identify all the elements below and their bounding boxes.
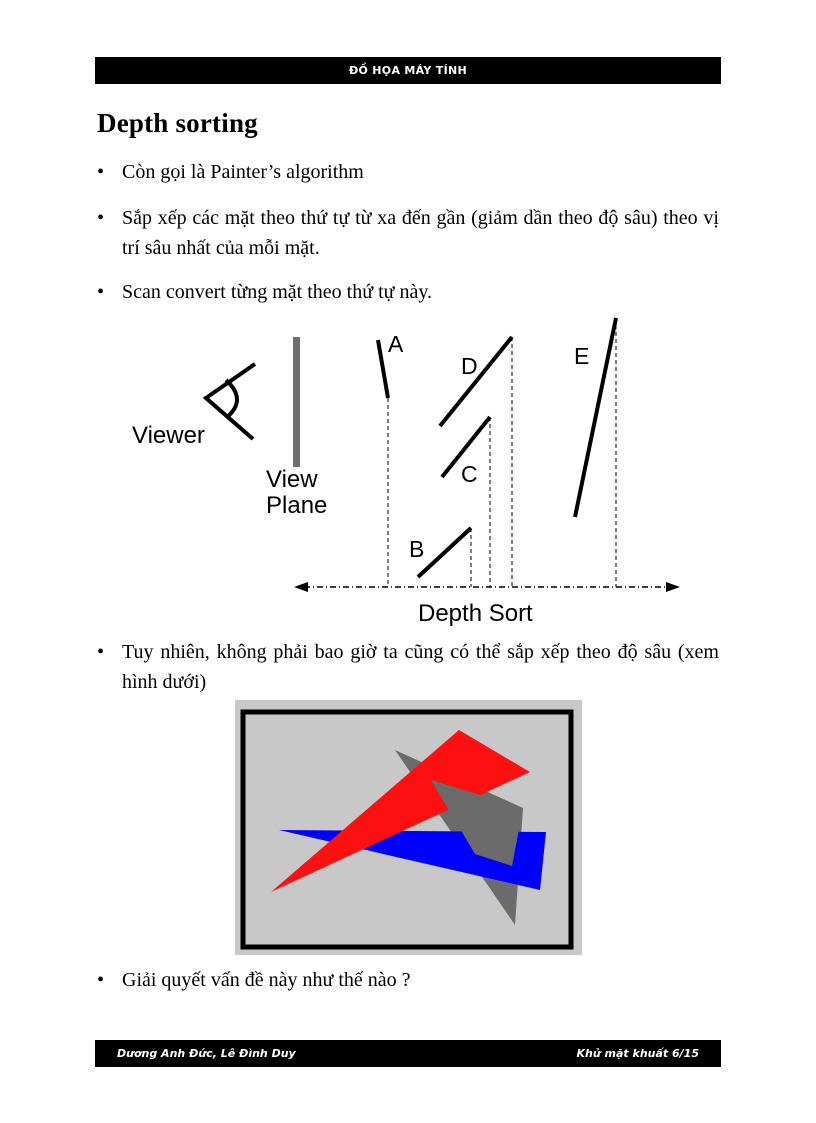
bullet-text: Còn gọi là Painter’s algorithm: [122, 161, 364, 183]
bullet-text: Sắp xếp các mặt theo thứ tự từ xa đến gần (giảm dần theo độ sâu) theo vị trí sâu nhất của mỗi mặt.: [122, 207, 719, 259]
polygon-label-e: E: [574, 343, 590, 369]
bullet-dot: •: [97, 207, 105, 229]
view-plane-label-line1: View: [266, 466, 318, 493]
footer-authors: Dương Anh Đức, Lê Đình Duy: [117, 1047, 296, 1060]
bullet-item: [97, 277, 719, 307]
axis-arrow-left-icon: [294, 582, 308, 592]
bullet-item: [97, 203, 719, 263]
bullet-text: Tuy nhiên, không phải bao giờ ta cũng có thể sắp xếp theo độ sâu (xem hình dưới): [122, 641, 719, 693]
bullet-item: [97, 965, 719, 995]
polygon-label-d: D: [461, 353, 478, 379]
bullet-dot: •: [97, 969, 105, 991]
section-title: Depth sorting: [97, 108, 258, 138]
bullet-dot: •: [97, 281, 105, 303]
polygon-d: [440, 337, 512, 426]
polygon-a: [378, 340, 388, 398]
page-footer: [95, 1040, 721, 1067]
viewer-label: Viewer: [132, 422, 205, 449]
view-plane: [293, 337, 300, 467]
bullet-item: [97, 157, 719, 187]
header-title: ĐỒ HỌA MÁY TÍNH: [348, 64, 467, 77]
depth-sort-label: Depth Sort: [418, 600, 533, 627]
page-header: [95, 57, 721, 84]
polygon-label-c: C: [461, 461, 478, 487]
bullet-dot: •: [97, 161, 105, 183]
view-plane-label-line2: Plane: [266, 492, 328, 519]
cyclic-overlap-diagram: [235, 700, 582, 955]
footer-page-info: Khử mặt khuất 6/15: [576, 1047, 699, 1060]
viewer-eye-icon: [206, 364, 255, 439]
polygon-label-b: B: [409, 536, 425, 562]
bullet-text: Giải quyết vấn đề này như thế nào ?: [122, 969, 411, 991]
bullet-dot: •: [97, 641, 105, 663]
axis-arrow-right-icon: [666, 582, 680, 592]
polygon-b: [418, 528, 471, 577]
depth-sort-diagram: [120, 312, 700, 632]
bullet-item: [97, 637, 719, 697]
bullet-text: Scan convert từng mặt theo thứ tự này.: [122, 281, 433, 303]
polygon-label-a: A: [388, 331, 404, 357]
